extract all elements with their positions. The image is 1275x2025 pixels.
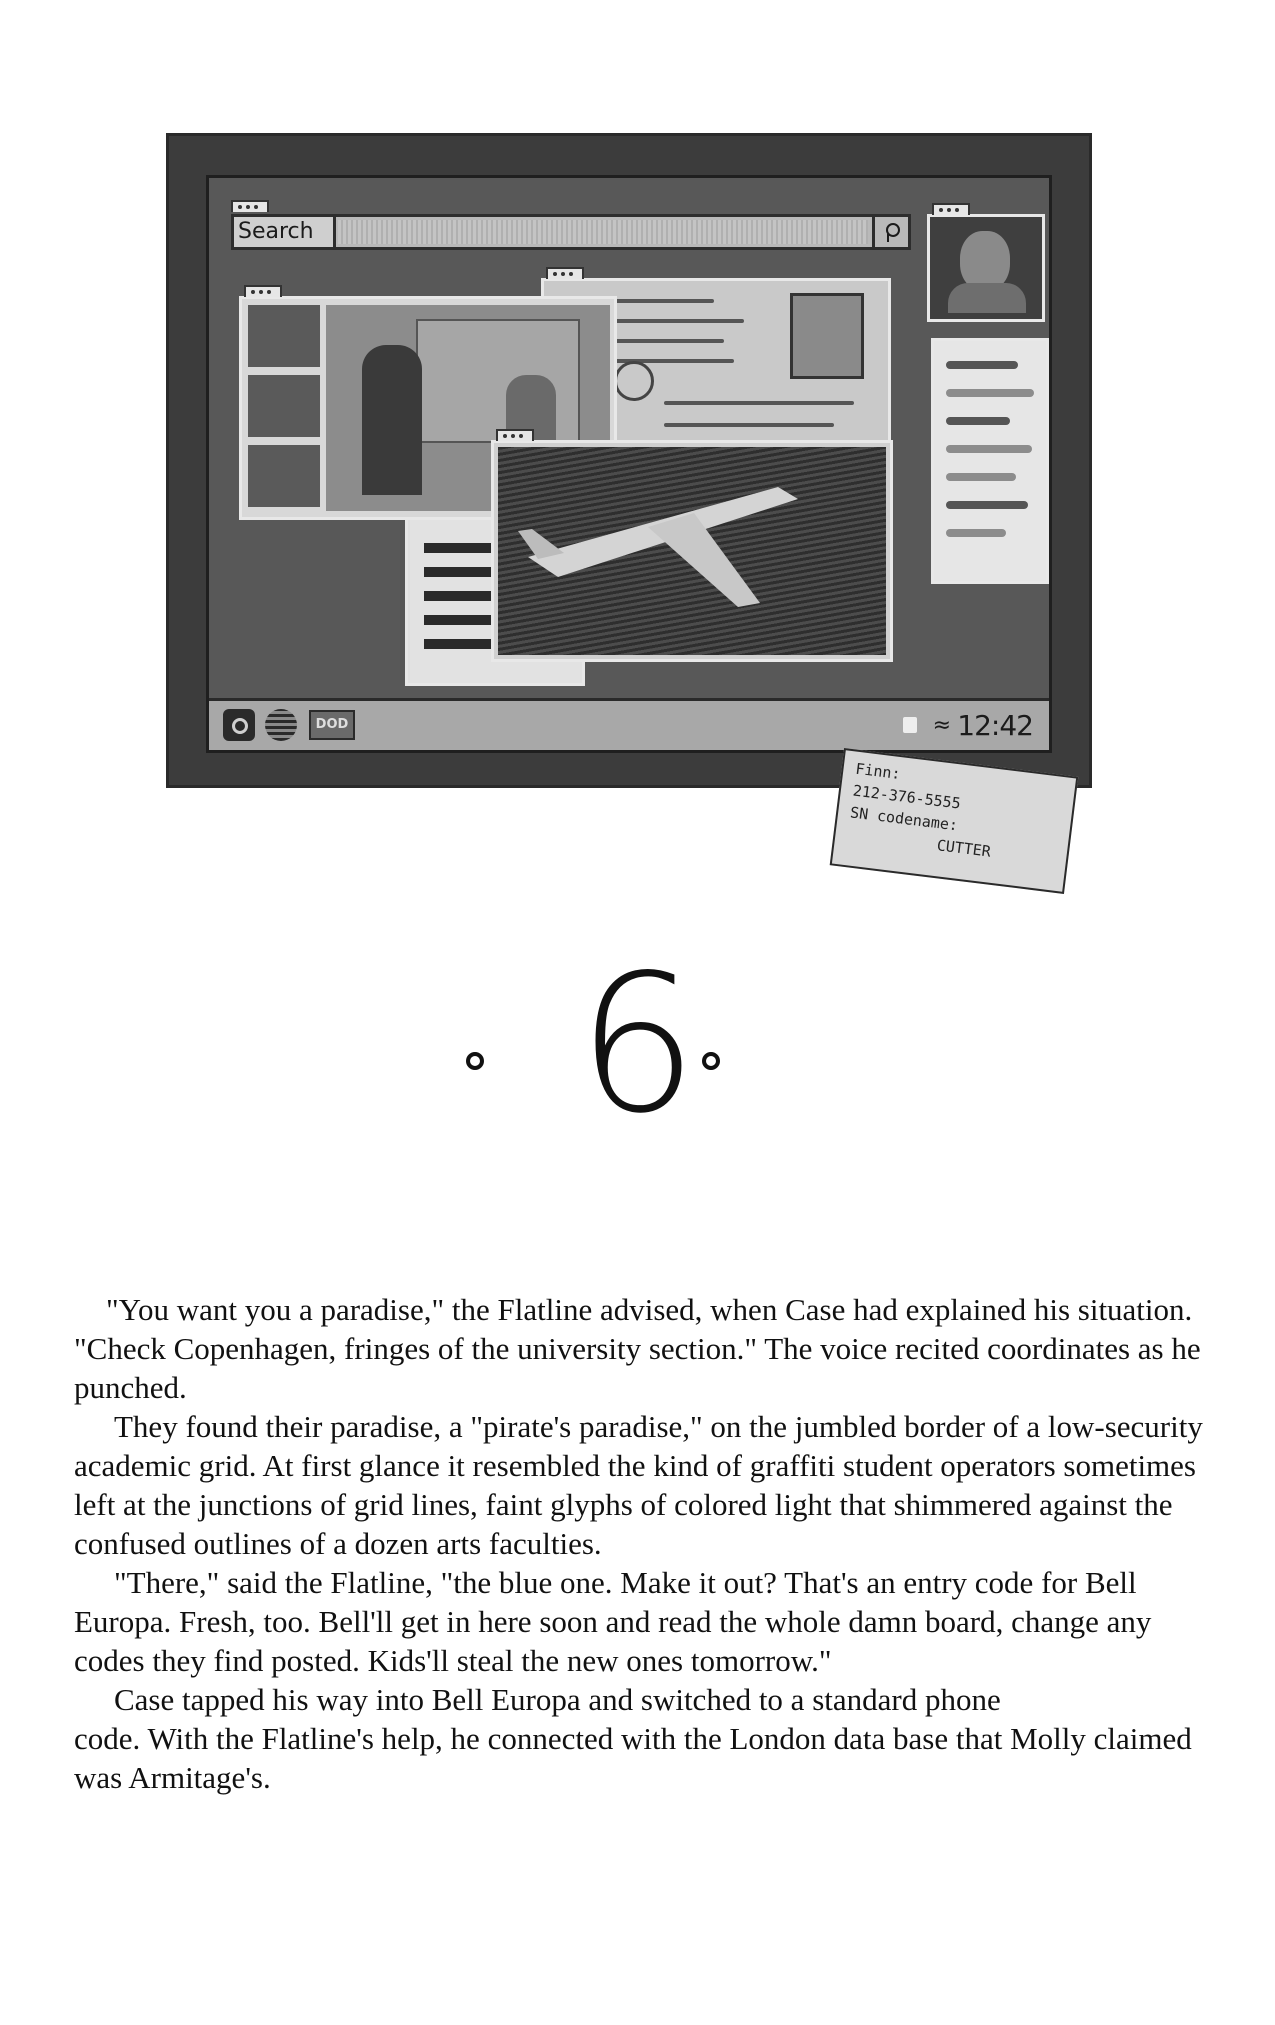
- window-dots-icon: [932, 203, 970, 215]
- search-bar: [231, 214, 911, 250]
- chapter-dot-right-icon: [702, 1052, 720, 1070]
- wifi-icon: ≈: [932, 713, 951, 738]
- thumbnail-strip: [248, 305, 320, 511]
- portrait-body-icon: [948, 283, 1026, 313]
- monitor-screen: [206, 175, 1052, 753]
- phone-icon: [223, 709, 255, 741]
- paragraph: "There," said the Flatline, "the blue one. Make it out? That's an entry code for Bell Europa. Fresh, too. Bell'll get in here soon and read the whole damn board, change any codes they find posted. Kids'll steal the new ones tomorrow.": [74, 1565, 1152, 1678]
- window-dots-icon: [546, 267, 584, 279]
- search-icon: [872, 217, 908, 247]
- search-field-texture: [338, 220, 868, 244]
- portrait-window: [927, 214, 1045, 322]
- paragraph: They found their paradise, a "pirate's paradise," on the jumbled border of a low-security academic grid. At first glance it resembled the kind of graffiti student operators sometimes left at the junctions of grid lines, faint glyphs of colored light that shimmered against the confused outlines of a dozen arts faculties.: [74, 1409, 1203, 1561]
- portrait-face-icon: [960, 231, 1010, 291]
- globe-icon: [265, 709, 297, 741]
- dod-icon: DOD: [309, 710, 355, 740]
- window-dots-icon: [244, 285, 282, 297]
- plane-photo-window: [491, 440, 893, 662]
- window-dots-icon: [496, 429, 534, 441]
- search-label: Search: [234, 217, 336, 247]
- sticky-note-line: SN codename:: [849, 803, 959, 835]
- side-list-window: [931, 338, 1049, 584]
- monitor-illustration: [166, 133, 1092, 788]
- lock-icon: [903, 717, 917, 733]
- taskbar: [209, 698, 1049, 750]
- speaker-figure-icon: [362, 345, 422, 495]
- paragraph: "You want you a paradise," the Flatline advised, when Case had explained his situation. "Check Copenhagen, fringes of the university section." The voice recited coordinates as he punched.: [74, 1292, 1201, 1405]
- sticky-note-line: Finn:: [854, 759, 902, 784]
- taskbar-clock: 12:42: [957, 709, 1033, 742]
- sticky-note-line: 212-376-5555: [851, 781, 962, 813]
- chapter-body: [74, 1290, 1214, 1797]
- plane-icon: [498, 447, 888, 657]
- paragraph: Case tapped his way into Bell Europa and switched to a standard phone: [114, 1682, 1001, 1717]
- window-dots-icon: [231, 200, 269, 212]
- plane-photo: [498, 447, 886, 655]
- dossier-photo: [790, 293, 864, 379]
- sticky-note-line: CUTTER: [935, 836, 992, 861]
- chapter-number: 6: [577, 934, 698, 1155]
- seal-icon: [614, 361, 654, 401]
- paragraph: code. With the Flatline's help, he connected with the London data base that Molly claimed was Armitage's.: [74, 1721, 1192, 1795]
